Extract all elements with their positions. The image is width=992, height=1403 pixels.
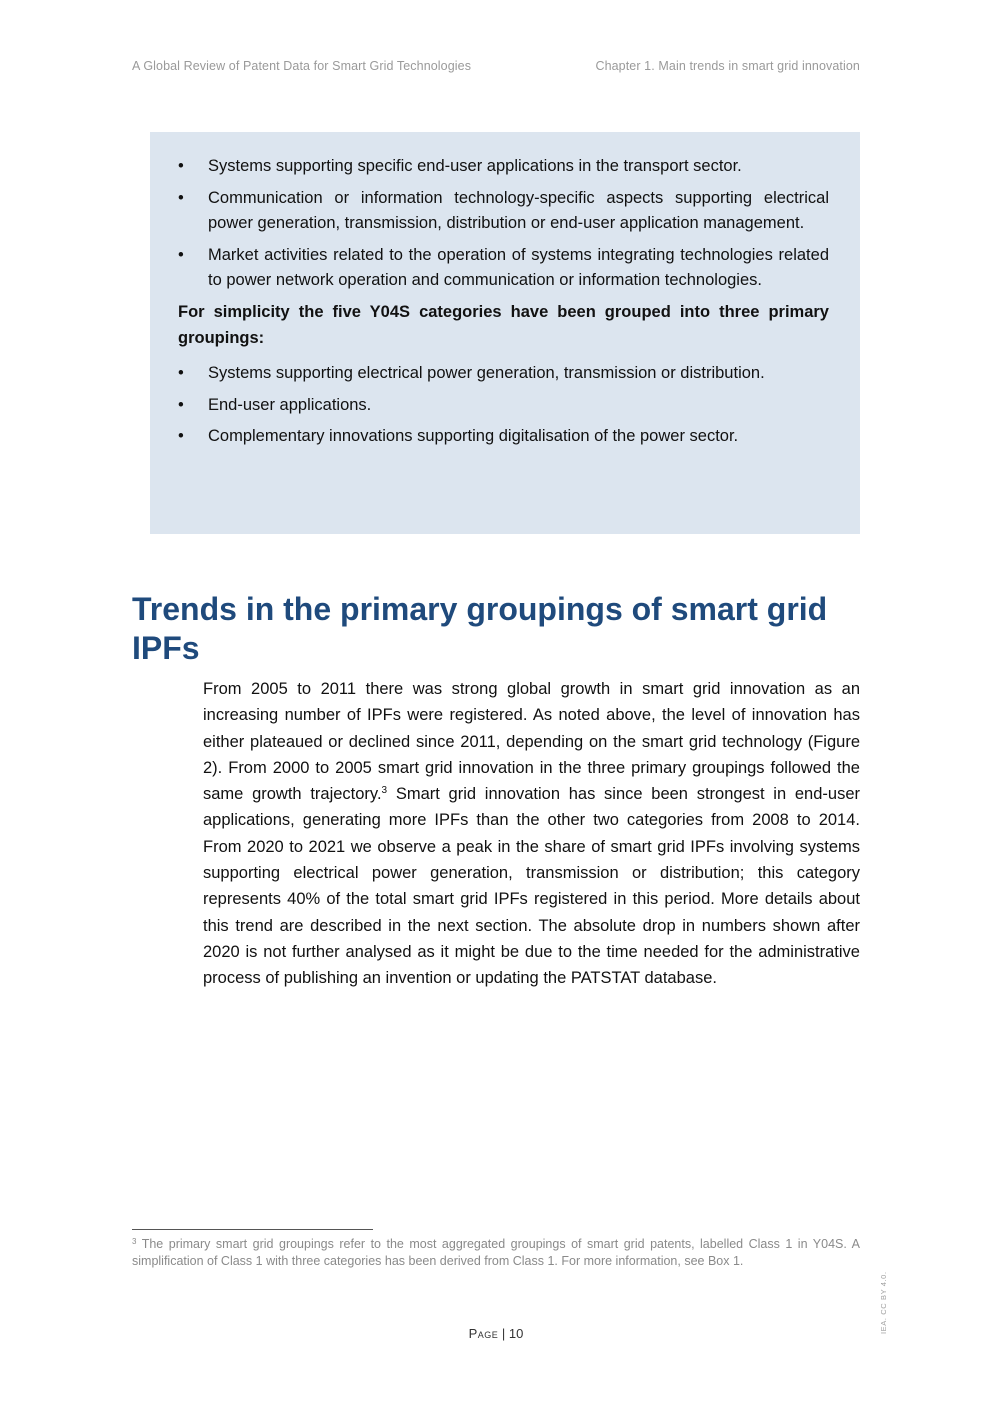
list-item-text: Complementary innovations supporting digitalisation of the power sector. xyxy=(208,427,739,446)
bullet-icon: • xyxy=(178,395,184,414)
list-item-text: Communication or information technology-specific aspects supporting electrical power generation, transmission, distribution or end-user application management. xyxy=(208,188,829,233)
section-heading: Trends in the primary groupings of smart grid IPFs xyxy=(132,591,828,666)
bullet-icon: • xyxy=(178,364,184,383)
list-item xyxy=(178,361,829,387)
footnote-text: The primary smart grid groupings refer to the most aggregated groupings of smart grid patents, labelled Class 1 in Y04S. A simplification of Class 1 with three categories has been derived from Class 1. For more information, see Box 1. xyxy=(132,1237,860,1268)
body-text-part1: From 2005 to 2011 there was strong global growth in smart grid innovation as an increasing number of IPFs were registered. As noted above, the level of innovation has either plateaued or declined since 2011, depending on the smart grid technology (Figure 2). From 2000 to 2005 smart grid innovation in the three primary groupings followed the same growth trajectory. xyxy=(203,680,860,804)
bullet-icon: • xyxy=(178,245,184,264)
footnote xyxy=(132,1236,860,1270)
page-separator: | xyxy=(498,1326,509,1341)
list-item-text: Systems supporting specific end-user applications in the transport sector. xyxy=(208,157,742,175)
box-bullet-list-top xyxy=(178,154,829,294)
body-paragraph xyxy=(203,676,860,992)
bullet-icon: • xyxy=(178,427,184,446)
footnote-reference[interactable]: 3 xyxy=(381,785,388,797)
list-item-text: End-user applications. xyxy=(208,395,372,414)
list-item xyxy=(178,424,829,450)
list-item-text: Market activities related to the operation of systems integrating technologies related to power network operation and communication or information technologies. xyxy=(208,245,829,290)
box-group-intro: For simplicity the five Y04S categories have been grouped into three primary groupings: xyxy=(178,302,829,347)
page-number xyxy=(0,1326,992,1341)
box-bullet-list-bottom xyxy=(178,361,829,450)
body-text-part2: Smart grid innovation has since been strongest in end-user applications, generating more IPFs than the other two categories from 2008 to 2014. From 2020 to 2021 we observe a peak in the share of smart grid IPFs involving systems supporting electrical power generation, transmission or distribution; this category represents 40% of the total smart grid IPFs registered in this period. More details about this trend are described in the next section. The absolute drop in numbers shown after 2020 is not further analysed as it might be due to the time needed for the administrative process of publishing an invention or updating the PATSTAT database. xyxy=(203,785,860,988)
list-item-text: Systems supporting electrical power generation, transmission or distribution. xyxy=(208,364,765,383)
page-number-value: 10 xyxy=(508,1326,524,1341)
list-item xyxy=(178,154,829,180)
running-header xyxy=(132,59,860,75)
list-item xyxy=(178,243,829,294)
bullet-icon: • xyxy=(178,188,184,207)
page-label: Page xyxy=(468,1326,499,1341)
header-chapter-title: Chapter 1. Main trends in smart grid innovation xyxy=(595,59,860,73)
list-item xyxy=(178,186,829,237)
footnote-marker: 3 xyxy=(132,1237,137,1246)
bullet-icon: • xyxy=(178,157,184,175)
info-box xyxy=(150,132,860,534)
list-item xyxy=(178,393,829,419)
header-report-title: A Global Review of Patent Data for Smart Grid Technologies xyxy=(132,59,472,73)
license-note: IEA. CC BY 4.0. xyxy=(879,1271,888,1334)
footnote-divider xyxy=(132,1229,373,1230)
